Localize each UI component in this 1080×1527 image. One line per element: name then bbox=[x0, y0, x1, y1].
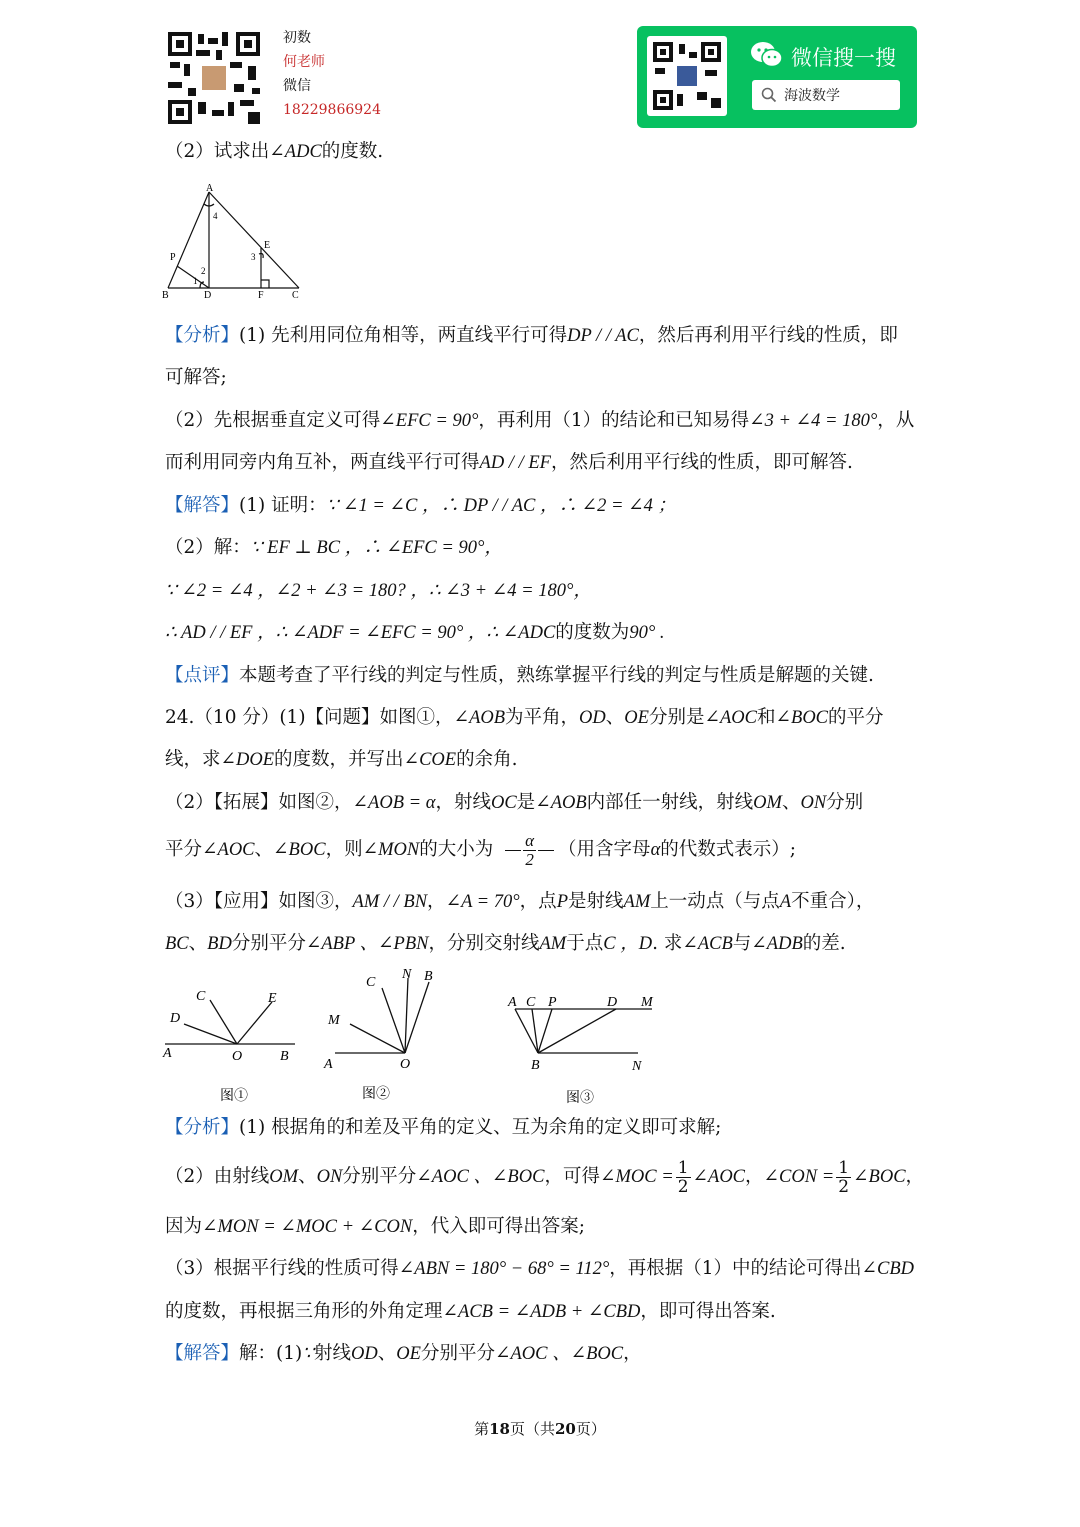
figures-row bbox=[160, 962, 670, 1112]
solution-tag-2: 【解答】 bbox=[165, 1343, 240, 1364]
wechat-qr-code bbox=[647, 36, 727, 116]
contact-wechat: 微信 bbox=[283, 78, 311, 94]
contact-line1: 初数 bbox=[283, 30, 311, 46]
comment-tag: 【点评】 bbox=[165, 665, 240, 686]
q23-solution-line4: ∴ AD / / EF ，∴ ∠ADF = ∠EFC = 90° ，∴ ∠ADC的度数为90° . bbox=[165, 622, 665, 643]
fig2-label-N: N bbox=[402, 967, 412, 982]
label-E: E bbox=[264, 240, 271, 251]
q24-line2: 线，求∠DOE的度数，并写出∠COE的余角. bbox=[165, 749, 518, 770]
fig2-label-M: M bbox=[328, 1013, 340, 1028]
q24-line4: 平分∠AOC、∠BOC，则∠MON的大小为 $\frac{\alpha}{2}$ （用含字母α的代数式表示）; bbox=[165, 830, 797, 869]
q24-line5: （3）【应用】如图③，AM / / BN，∠A = 70°，点P是射线AM上一动点（与点A不重合）， bbox=[165, 891, 875, 912]
q23-analysis-line2: 可解答; bbox=[165, 367, 227, 388]
wechat-search-text: 海波数学 bbox=[784, 88, 840, 104]
fig1-label-O: O bbox=[232, 1049, 243, 1064]
fig1-label-B: B bbox=[280, 1049, 289, 1064]
fig2-label-O: O bbox=[400, 1057, 411, 1072]
search-icon bbox=[761, 87, 777, 103]
q23-solution-line2: （2）解：∵ EF ⊥ BC ，∴ ∠EFC = 90°， bbox=[165, 537, 503, 558]
wechat-search-banner bbox=[637, 26, 917, 128]
q23-analysis-line4: 而利用同旁内角互补，两直线平行可得AD / / EF，然后利用平行线的性质，即可解答. bbox=[165, 452, 853, 473]
q24-analysis-line3: 因为∠MON = ∠MOC + ∠CON，代入即可得出答案; bbox=[165, 1216, 585, 1237]
fig1-label-C: C bbox=[196, 989, 206, 1004]
fig3-label-D: D bbox=[607, 995, 618, 1010]
label-P: P bbox=[170, 252, 176, 263]
right-angle-mark bbox=[261, 280, 269, 288]
line-AC bbox=[209, 192, 299, 288]
label-C: C bbox=[292, 290, 299, 301]
q23-solution-line3: ∵ ∠2 = ∠4 ，∠2 + ∠3 = 180? ，∴ ∠3 + ∠4 = 180°， bbox=[165, 581, 592, 601]
fig2-caption: 图② bbox=[362, 1087, 390, 1102]
q24-analysis-line1: 【分析】(1) 根据角的和差及平角的定义、互为余角的定义即可求解; bbox=[165, 1117, 722, 1138]
fig3-label-B: B bbox=[531, 1058, 540, 1073]
fig3-label-A: A bbox=[508, 995, 517, 1010]
q24-solution-line1: 【解答】解：(1)∵射线OD、OE分别平分∠AOC 、∠BOC， bbox=[165, 1343, 642, 1364]
q23-comment: 【点评】本题考查了平行线的判定与性质，熟练掌握平行线的判定与性质是解题的关键. bbox=[165, 665, 874, 686]
q23-analysis-line3: （2）先根据垂直定义可得∠EFC = 90°，再利用（1）的结论和已知易得∠3 + ∠4 = 180°，从 bbox=[165, 410, 915, 431]
q24-analysis-line2: （2）由射线OM、ON分别平分∠AOC 、∠BOC，可得∠MOC = $\frac{1}{2}$ ∠AOC，∠CON = $\frac{1}{2}$ ∠BOC， bbox=[165, 1157, 925, 1197]
total-pages: 20 bbox=[555, 1420, 576, 1438]
q24-line6: BC、BD分别平分∠ABP 、∠PBN，分别交射线AM于点C ，D. 求∠ACB与∠ADB的差. bbox=[165, 933, 846, 954]
contact-phone: 18229866924 bbox=[283, 102, 381, 118]
contact-teacher: 何老师 bbox=[283, 54, 325, 70]
fig1-ray-OC bbox=[210, 1000, 237, 1044]
wechat-search-title: 微信搜一搜 bbox=[791, 46, 896, 70]
fig1-ray-OE bbox=[237, 1002, 272, 1044]
analysis-tag-2: 【分析】 bbox=[165, 1117, 240, 1138]
solution-tag: 【解答】 bbox=[165, 495, 240, 516]
fig3-caption: 图③ bbox=[566, 1091, 594, 1106]
label-F: F bbox=[258, 290, 264, 301]
triangle-figure bbox=[160, 182, 310, 302]
fig2-ray-ON bbox=[405, 978, 408, 1053]
half-fraction-2: $\frac{1}{2}$ bbox=[838, 1157, 850, 1197]
fig2-label-A: A bbox=[324, 1057, 333, 1072]
fig1-caption: 图① bbox=[220, 1089, 248, 1104]
label-A: A bbox=[206, 183, 214, 194]
half-fraction-1: $\frac{1}{2}$ bbox=[677, 1157, 689, 1197]
q24-line3: （2）【拓展】如图②，∠AOB = α，射线OC是∠AOB内部任一射线，射线OM、ON分别 bbox=[165, 792, 864, 813]
fig1-label-E: E bbox=[268, 991, 277, 1006]
label-1: 1 bbox=[193, 276, 198, 286]
q24-analysis-line4: （3）根据平行线的性质可得∠ABN = 180° − 68° = 112°，再根据（1）中的结论可得出∠CBD bbox=[165, 1258, 915, 1279]
fig1-ray-OD bbox=[184, 1024, 237, 1044]
label-2: 2 bbox=[201, 266, 206, 276]
fig3-label-M: M bbox=[641, 995, 653, 1010]
current-page: 18 bbox=[489, 1420, 510, 1438]
fig3-label-C: C bbox=[526, 995, 536, 1010]
fig1-label-A: A bbox=[163, 1046, 172, 1061]
wechat-logo-icon bbox=[750, 40, 784, 70]
fig2-label-C: C bbox=[366, 975, 376, 990]
fig2-ray-OB bbox=[405, 982, 429, 1053]
label-3: 3 bbox=[251, 252, 256, 262]
label-4: 4 bbox=[213, 211, 218, 221]
page-footer: 第18页（共20页） bbox=[474, 1420, 606, 1438]
q23-solution-line1: 【解答】(1) 证明：∵ ∠1 = ∠C ，∴ DP / / AC ，∴ ∠2 = ∠4 ； bbox=[165, 495, 676, 516]
label-B: B bbox=[162, 290, 169, 301]
fig3-label-N: N bbox=[632, 1059, 642, 1074]
analysis-tag: 【分析】 bbox=[165, 325, 240, 346]
q24-line1: 24.（10 分）(1)【问题】如图①，∠AOB为平角，OD、OE分别是∠AOC和∠BOC的平分 bbox=[165, 707, 884, 728]
label-D: D bbox=[204, 290, 212, 301]
answer-fraction: $\frac{\alpha}{2}$ bbox=[525, 830, 535, 869]
contact-info bbox=[283, 26, 381, 122]
wechat-search-field[interactable] bbox=[752, 80, 900, 110]
q24-analysis-line5: 的度数，再根据三角形的外角定理∠ACB = ∠ADB + ∠CBD，即可得出答案. bbox=[165, 1301, 776, 1322]
q23-part2: （2）试求出∠ADC的度数. bbox=[165, 141, 384, 162]
contact-qr-code bbox=[168, 32, 260, 124]
fig2-label-B: B bbox=[424, 969, 433, 984]
fig3-label-P: P bbox=[548, 995, 557, 1010]
fig1-label-D: D bbox=[170, 1011, 181, 1026]
q23-analysis-line1: 【分析】(1) 先利用同位角相等，两直线平行可得DP / / AC，然后再利用平行线的性质，即 bbox=[165, 325, 898, 346]
